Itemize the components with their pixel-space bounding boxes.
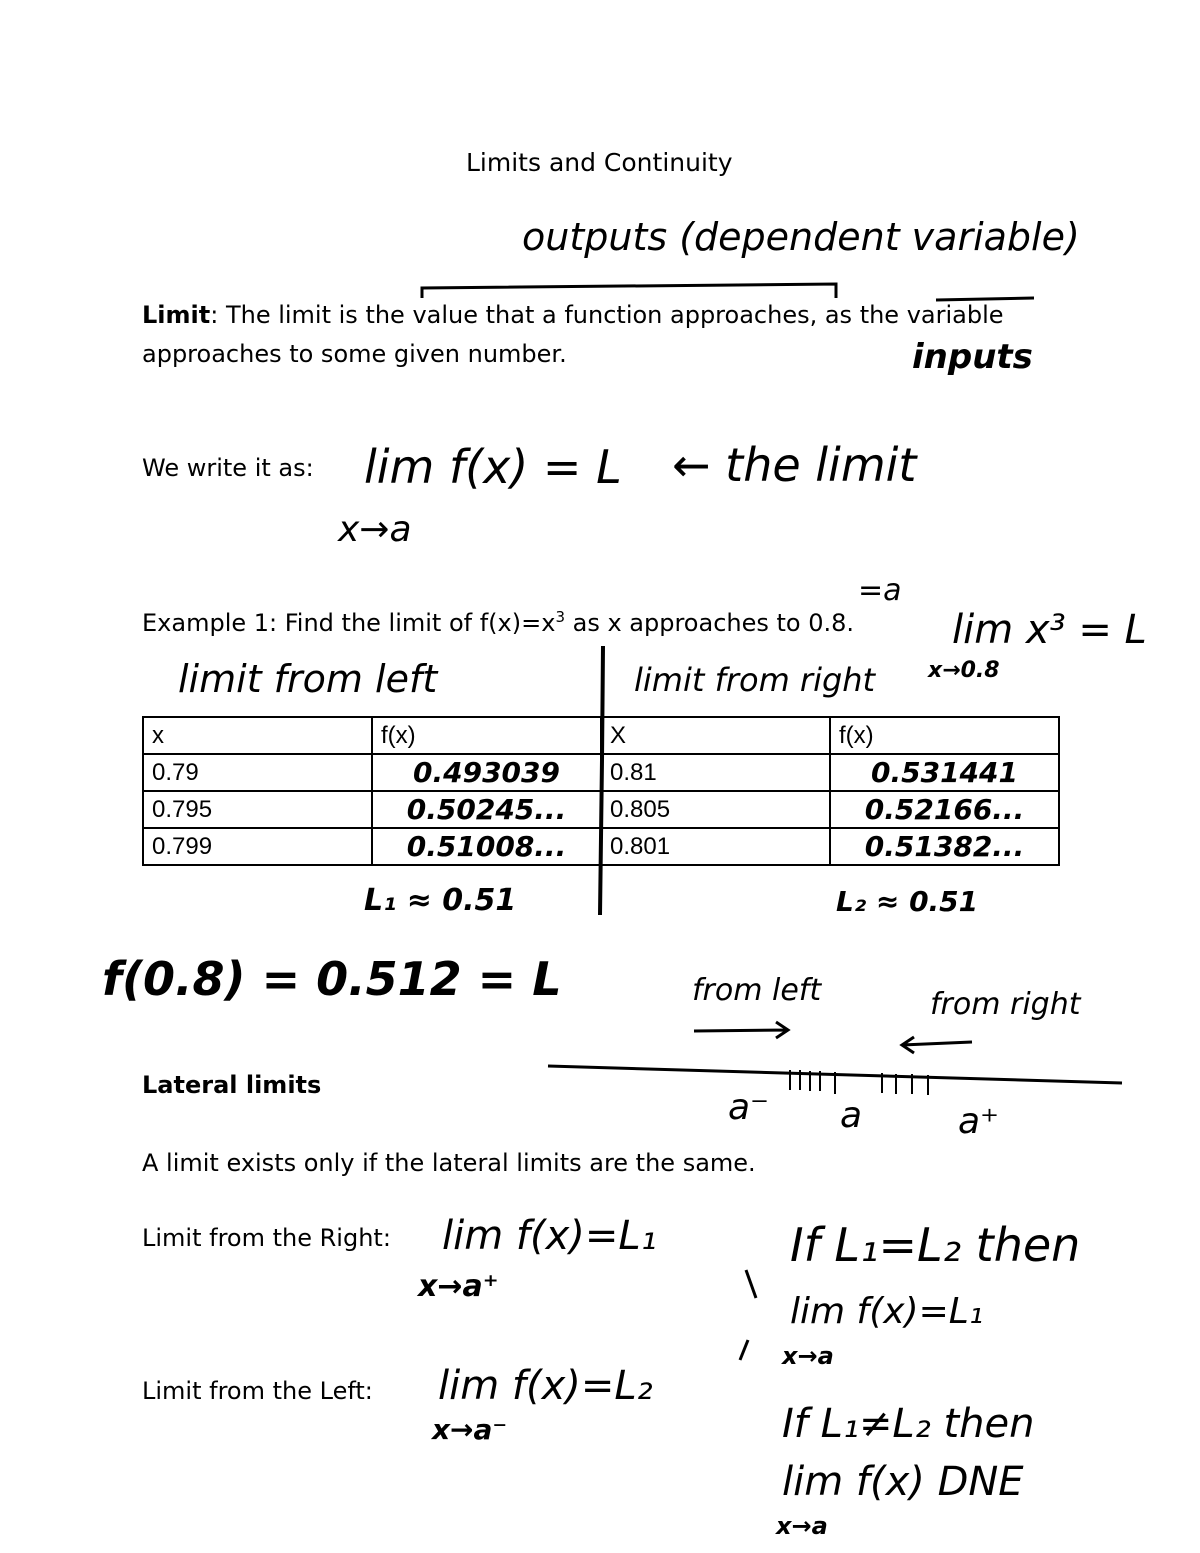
left-limit-subscript: x→a⁻ [432, 1413, 508, 1446]
table-cell: 0.805 [601, 791, 830, 828]
outputs-brace [422, 284, 836, 298]
table-cell-handwritten: 0.52166... [830, 791, 1059, 828]
variable-overline [936, 298, 1034, 300]
limit-definition-text: : The limit is the value that a function approaches, as the variable [210, 301, 1004, 329]
table-cell-handwritten: 0.51008... [372, 828, 601, 865]
example-1-side-subscript: x→0.8 [928, 658, 1000, 683]
from-left-arrow [694, 1022, 788, 1038]
inputs-annotation: inputs [912, 337, 1033, 377]
example-1-conclusion: f(0.8) = 0.512 = L [102, 952, 562, 1006]
example-1-prefix: Example 1: Find the limit of f(x)=x [142, 609, 556, 637]
table-cell-handwritten: 0.51382... [830, 828, 1059, 865]
table-cell: 0.801 [601, 828, 830, 865]
right-limit-subscript: x→a⁺ [418, 1269, 499, 1304]
table-header-cell: f(x) [372, 717, 601, 754]
a-plus-label: a⁺ [958, 1101, 1000, 1142]
table-cell: 0.81 [601, 754, 830, 791]
table-header-cell: f(x) [830, 717, 1059, 754]
separator-stroke [746, 1270, 756, 1298]
table-cell: 0.799 [143, 828, 372, 865]
notation-label: We write it as: [142, 454, 314, 482]
example-1-a-annotation: =a [858, 573, 902, 608]
a-label: a [840, 1095, 863, 1136]
from-left-label: from left [692, 973, 822, 1008]
separator-stroke [740, 1340, 748, 1360]
example-1-side-expression: lim x³ = L [952, 607, 1147, 653]
notation-expression: lim f(x) = L [364, 440, 622, 494]
outputs-annotation: outputs (dependent variable) [522, 215, 1080, 259]
if-not-equal-statement: If L₁≠L₂ then [782, 1401, 1035, 1447]
from-right-label: from right [930, 987, 1081, 1022]
table-cell-handwritten: 0.50245... [372, 791, 601, 828]
page-title: Limits and Continuity [466, 148, 733, 177]
table-divider-line [600, 646, 603, 915]
lateral-limits-heading: Lateral limits [142, 1071, 322, 1099]
l1-estimate: L₁ ≈ 0.51 [364, 883, 517, 918]
from-right-arrow [902, 1037, 972, 1053]
left-table-heading: limit from left [178, 657, 438, 701]
right-table-heading: limit from right [634, 661, 876, 699]
table-header-cell: X [601, 717, 830, 754]
notation-subscript: x→a [338, 509, 412, 550]
limit-definition-line2: approaches to some given number. [142, 340, 567, 368]
table-cell-handwritten: 0.531441 [830, 754, 1059, 791]
limit-right-label: Limit from the Right: [142, 1224, 391, 1252]
if-equal-statement: If L₁=L₂ then [790, 1218, 1081, 1272]
table-header-cell: x [143, 717, 372, 754]
table-cell: 0.79 [143, 754, 372, 791]
lateral-exists-text: A limit exists only if the lateral limits are the same. [142, 1149, 756, 1177]
equal-limit-expression: lim f(x)=L₁ [790, 1291, 984, 1332]
limit-left-label: Limit from the Left: [142, 1377, 373, 1405]
table-cell-handwritten: 0.493039 [372, 754, 601, 791]
equal-limit-subscript: x→a [782, 1342, 834, 1370]
left-limit-expression: lim f(x)=L₂ [438, 1363, 653, 1409]
dne-subscript: x→a [776, 1512, 828, 1540]
example-1-suffix: as x approaches to 0.8. [564, 609, 855, 637]
table-cell: 0.795 [143, 791, 372, 828]
example-1-exponent: 3 [555, 608, 565, 626]
notation-arrow-note: ← the limit [672, 438, 917, 492]
dne-expression: lim f(x) DNE [782, 1459, 1024, 1505]
right-limit-expression: lim f(x)=L₁ [442, 1213, 657, 1259]
l2-estimate: L₂ ≈ 0.51 [836, 885, 979, 918]
limit-term: Limit [142, 301, 211, 329]
a-minus-label: a⁻ [728, 1087, 770, 1128]
